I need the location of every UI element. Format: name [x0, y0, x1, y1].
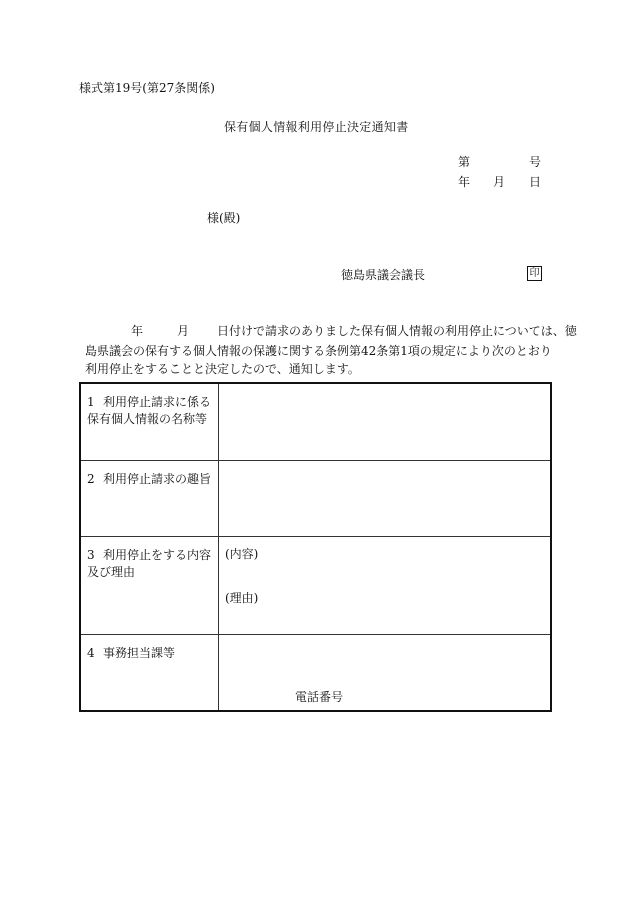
- row-4-label: [87, 645, 175, 662]
- row-3-number: 3: [87, 548, 95, 562]
- row-2-label: [87, 471, 211, 488]
- body-line-3: 利用停止をすることと決定したので、通知します。: [85, 362, 360, 376]
- row-2-label-line-1: 利用停止請求の趣旨: [103, 472, 212, 486]
- document-title: 保有個人情報利用停止決定通知書: [224, 120, 409, 134]
- table-row-4: [81, 635, 550, 712]
- reference-no-suffix: 号: [529, 155, 542, 169]
- row-4-label-line-1: 事務担当課等: [103, 646, 176, 660]
- reference-no-prefix: 第: [458, 155, 471, 169]
- decision-table: [79, 382, 552, 712]
- date-day-label: 日: [529, 175, 542, 189]
- body-year-unit: 年: [131, 324, 144, 338]
- row-3-content-label: (内容): [225, 547, 259, 561]
- row-4-number: 4: [87, 646, 95, 660]
- date-month-label: 月: [493, 175, 506, 189]
- issuer-name: 徳島県議会議長: [341, 268, 426, 282]
- form-number: 様式第19号(第27条関係): [79, 81, 215, 95]
- table-row-1: [81, 384, 550, 461]
- body-line-1: [85, 325, 577, 337]
- row-1-label: [87, 394, 211, 428]
- row-3-label: [87, 547, 211, 581]
- table-row-3: [81, 537, 550, 635]
- body-line-2: 島県議会の保有する個人情報の保護に関する条例第42条第1項の規定により次のとおり: [85, 344, 552, 358]
- row-1-label-line-1: 利用停止請求に係る: [103, 395, 212, 409]
- phone-number-label: 電話番号: [295, 690, 344, 704]
- addressee-label: 様(殿): [207, 211, 241, 225]
- date-year-label: 年: [458, 175, 471, 189]
- body-month-unit: 月: [177, 324, 190, 338]
- table-row-2: [81, 461, 550, 537]
- row-3-label-line-2: 及び理由: [87, 565, 136, 579]
- seal-mark: 印: [527, 266, 542, 281]
- body-line-1-text: 日付けで請求のありました保有個人情報の利用停止については、徳: [217, 324, 577, 338]
- row-2-number: 2: [87, 472, 95, 486]
- row-1-number: 1: [87, 395, 95, 409]
- row-3-reason-label: (理由): [225, 591, 259, 605]
- row-1-label-line-2: 保有個人情報の名称等: [87, 412, 208, 426]
- row-3-label-line-1: 利用停止をする内容: [103, 548, 212, 562]
